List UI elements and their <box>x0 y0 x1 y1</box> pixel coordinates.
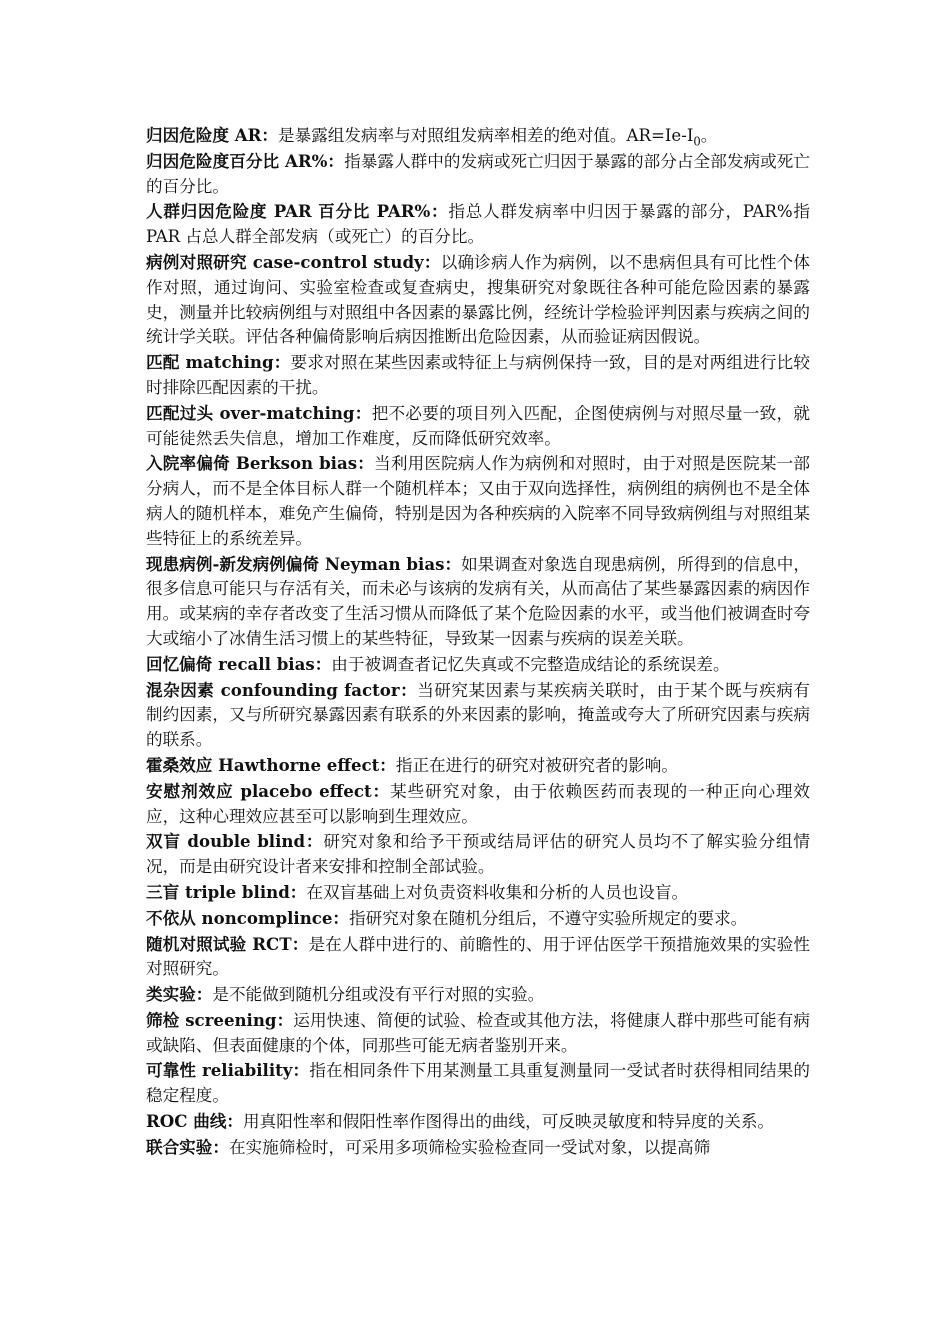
entry-over-matching <box>146 401 810 452</box>
entry-term: ROC 曲线： <box>146 1111 244 1132</box>
entry-noncompliance <box>146 906 810 932</box>
entry-screening <box>146 1008 810 1059</box>
entry-recall-bias <box>146 652 810 678</box>
entry-quasi-experiment <box>146 982 810 1008</box>
entry-definition: 指总人群发病率中归因于暴露的部分，PAR%指 PAR 占总人群全部发病（或死亡）的百分比。 <box>146 202 810 247</box>
entry-reliability <box>146 1058 810 1109</box>
entry-definition: 运用快速、简便的试验、检查或其他方法，将健康人群中那些可能有病或缺陷、但表面健康的个体，同那些可能无病者鉴别开来。 <box>146 1010 810 1055</box>
entry-definition: 是暴露组发病率与对照组发病率相差的绝对值。AR=Ie-I <box>278 126 694 145</box>
entry-definition: 如果调查对象选自现患病例，所得到的信息中，很多信息可能只与存活有关，而未必与该病的发病有关，从而高估了某些暴露因素的病因作用。或某病的幸存者改变了生活习惯从而降低了某个危险因素的水平，或当他们被调查时夸大或缩小了冰倩生活习惯上的某些特征，导致某一因素与疾病的误差关联。 <box>146 554 810 648</box>
entry-term: 可靠性 reliability： <box>146 1060 310 1081</box>
entry-term: 类实验： <box>146 984 213 1005</box>
entry-definition: 指在相同条件下用某测量工具重复测量同一受试者时获得相同结果的稳定程度。 <box>146 1061 810 1106</box>
entry-definition: 以确诊病人作为病例，以不患病但具有可比性个体作对照，通过询问、实验室检查或复查病史，搜集研究对象既往各种可能危险因素的暴露史，测量并比较病例组与对照组中各因素的暴露比例，经统计学检验评判因素与疾病之间的统计学关联。评估各种偏倚影响后病因推断出危险因素，从而验证病因假说。 <box>146 252 810 347</box>
entry-term: 混杂因素 confounding factor： <box>146 679 418 700</box>
entry-neyman-bias <box>146 552 810 652</box>
entry-term: 现患病例-新发病例偏倚 Neyman bias： <box>146 553 462 574</box>
entry-term: 联合实验： <box>146 1136 229 1157</box>
entry-term: 三盲 triple blind： <box>146 881 307 902</box>
entry-term: 随机对照试验 RCT： <box>146 933 309 954</box>
entry-definition: 在双盲基础上对负责资料收集和分析的人员也设盲。 <box>306 882 689 902</box>
entry-combined-test <box>146 1135 810 1161</box>
entry-definition: 指正在进行的研究对被研究者的影响。 <box>395 755 678 775</box>
entry-definition: 研究对象和给予干预或结局评估的研究人员均不了解实验分组情况，而是由研究设计者来安排和控制全部试验。 <box>146 832 810 877</box>
entry-term: 入院率偏倚 Berkson bias： <box>146 453 375 474</box>
entry-definition: 由于被调查者记忆失真或不完整造成结论的系统误差。 <box>331 654 730 674</box>
entry-term: 归因危险度 AR： <box>146 125 279 145</box>
entry-definition: 是不能做到随机分组或没有平行对照的实验。 <box>212 985 545 1005</box>
subscript-zero: 0 <box>693 134 701 149</box>
entry-roc-curve <box>146 1109 810 1135</box>
entry-term: 归因危险度百分比 AR%： <box>146 150 345 171</box>
entry-term: 回忆偏倚 recall bias： <box>146 653 332 674</box>
entry-ar-percent <box>146 149 810 200</box>
entry-definition: 是在人群中进行的、前瞻性的、用于评估医学干预措施效果的实验性对照研究。 <box>146 934 811 979</box>
entry-placebo-effect <box>146 779 810 830</box>
entry-definition: 指暴露人群中的发病或死亡归因于暴露的部分占全部发病或死亡的百分比。 <box>146 151 810 196</box>
entry-par-percent <box>146 199 810 250</box>
entry-term: 霍桑效应 Hawthorne effect： <box>146 754 396 775</box>
entry-term: 双盲 double blind： <box>146 831 324 852</box>
entry-term: 病例对照研究 case-control study： <box>146 251 441 272</box>
entry-term: 人群归因危险度 PAR 百分比 PAR%： <box>146 201 449 222</box>
entry-definition: 在实施筛检时，可采用多项筛检实验检查同一受试对象，以提高筛 <box>228 1137 711 1157</box>
entry-case-control-study <box>146 250 810 350</box>
entry-confounding-factor <box>146 678 810 753</box>
entry-definition: 指研究对象在随机分组后，不遵守实验所规定的要求。 <box>349 908 748 928</box>
entry-term: 安慰剂效应 placebo effect： <box>146 780 391 801</box>
entry-hawthorne-effect <box>146 753 810 779</box>
document-page <box>146 123 810 1161</box>
entry-term: 不依从 noncomplince： <box>146 907 350 928</box>
entry-triple-blind <box>146 880 810 906</box>
entry-ar <box>146 123 810 149</box>
entry-term: 匹配 matching： <box>146 352 291 373</box>
entry-double-blind <box>146 829 810 880</box>
entry-definition: 用真阳性率和假阳性率作图得出的曲线，可反映灵敏度和特异度的关系。 <box>243 1112 775 1132</box>
entry-matching <box>146 350 810 401</box>
entry-definition: 某些研究对象，由于依赖医药而表现的一种正向心理效应，这种心理效应甚至可以影响到生理效应。 <box>146 781 810 826</box>
entry-berkson-bias <box>146 451 810 551</box>
entry-term: 筛检 screening： <box>146 1009 294 1030</box>
entry-definition-tail: 。 <box>700 126 718 145</box>
entry-rct <box>146 932 810 983</box>
entry-term: 匹配过头 over-matching： <box>146 402 372 423</box>
entry-definition: 要求对照在某些因素或特征上与病例保持一致，目的是对两组进行比较时排除匹配因素的干扰。 <box>146 353 811 397</box>
entry-definition: 当研究某因素与某疾病关联时，由于某个既与疾病有制约因素，又与所研究暴露因素有联系的外来因素的影响，掩盖或夸大了所研究因素与疾病的联系。 <box>146 680 811 750</box>
entry-definition: 把不必要的项目列入匹配，企图使病例与对照尽量一致，就可能徒然丢失信息，增加工作难度，反而降低研究效率。 <box>146 403 810 448</box>
entry-definition: 当利用医院病人作为病例和对照时，由于对照是医院某一部分病人，而不是全体目标人群一个随机样本；又由于双向选择性，病例组的病例也不是全体病人的随机样本，难免产生偏倚，特别是因为各种疾病的入院率不同导致病例组与对照组某些特征上的系统差异。 <box>146 454 810 548</box>
